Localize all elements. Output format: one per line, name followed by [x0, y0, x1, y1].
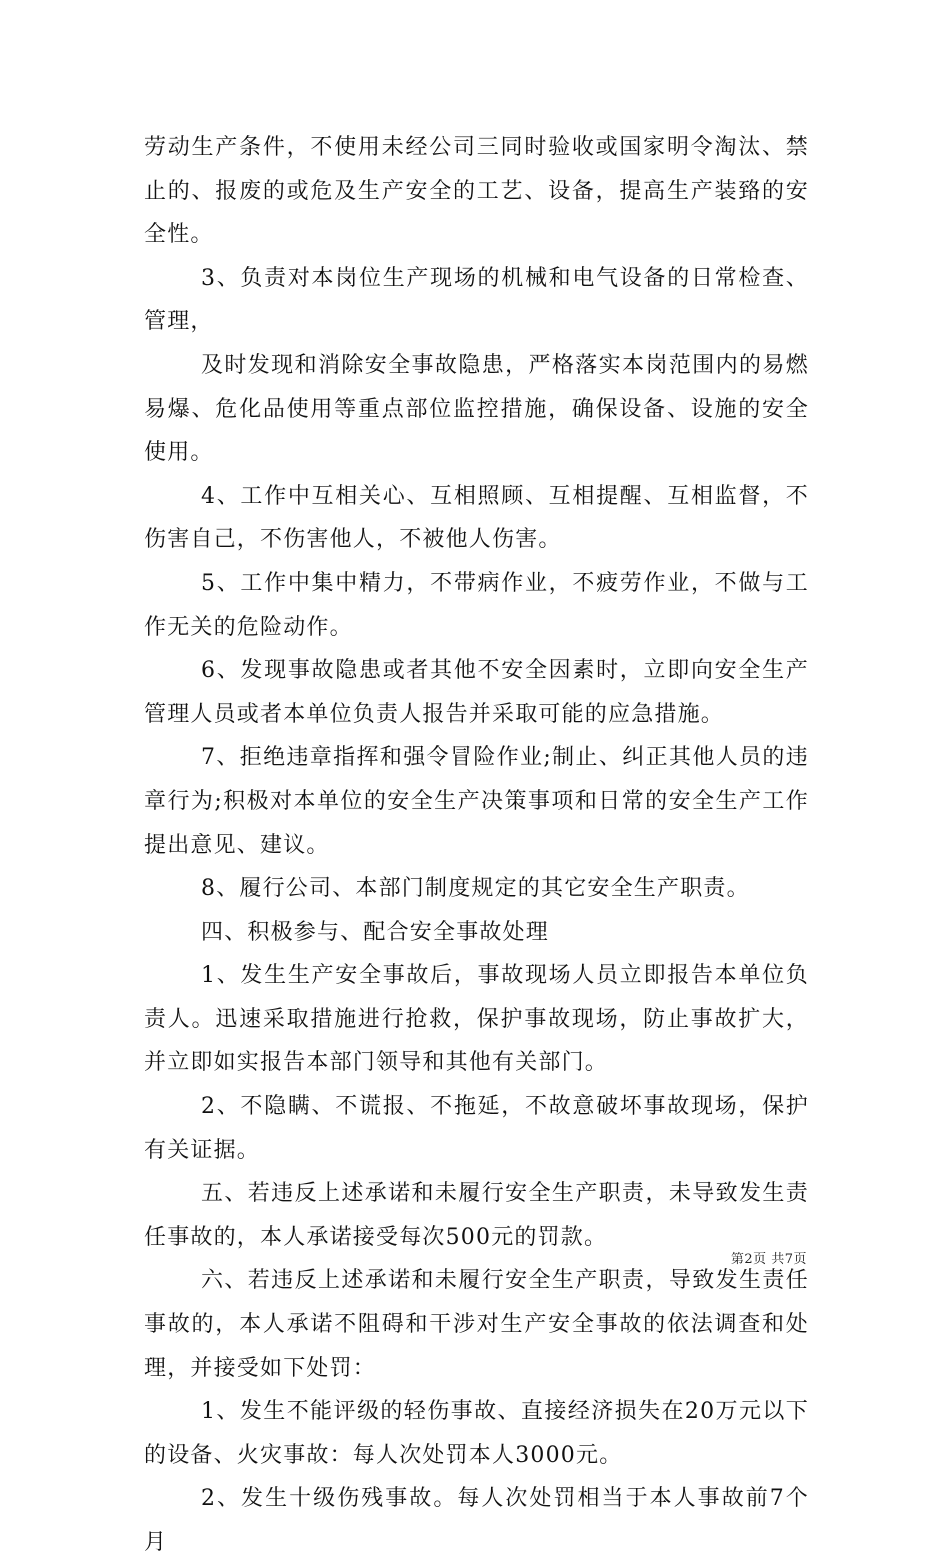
document-body — [144, 126, 809, 1565]
paragraph-section-4-item-2: 2、不隐瞒、不谎报、不拖延，不故意破坏事故现场，保护有关证据。 — [144, 1094, 809, 1163]
paragraph-item-8: 8、履行公司、本部门制度规定的其它安全生产职责。 — [201, 876, 750, 902]
section-5: 五、若违反上述承诺和未履行安全生产职责，未导致发生责任事故的，本人承诺接受每次500元的罚款。 — [144, 1181, 809, 1250]
paragraph-section-6-item-2: 2、发生十级伤残事故。每人次处罚相当于本人事故前7个月 — [144, 1486, 809, 1555]
paragraph-item-5: 5、工作中集中精力，不带病作业，不疲劳作业，不做与工作无关的危险动作。 — [144, 570, 809, 640]
paragraph-section-6-item-1: 1、发生不能评级的轻伤事故、直接经济损失在20万元以下的设备、火灾事故：每人次处罚本人3000元。 — [144, 1399, 809, 1468]
paragraph-item-6: 6、发现事故隐患或者其他不安全因素时，立即向安全生产管理人员或者本单位负责人报告并采取可能的应急措施。 — [144, 658, 809, 727]
section-6: 六、若违反上述承诺和未履行安全生产职责，导致发生责任事故的，本人承诺不阻碍和干涉对生产安全事故的依法调查和处理，并接受如下处罚： — [144, 1268, 809, 1381]
paragraph-item-7: 7、拒绝违章指挥和强令冒险作业;制止、纠正其他人员的违章行为;积极对本单位的安全生产决策事项和日常的安全生产工作提出意见、建议。 — [144, 745, 809, 858]
paragraph-continuation: 劳动生产条件，不使用未经公司三同时验收或国家明令淘汰、禁止的、报废的或危及生产安全的工艺、设备，提高生产装臵的安全性。 — [144, 135, 809, 248]
paragraph-item-3: 3、负责对本岗位生产现场的机械和电气设备的日常检查、管理， — [144, 265, 809, 335]
paragraph-item-4: 4、工作中互相关心、互相照顾、互相提醒、互相监督，不伤害自己，不伤害他人，不被他人伤害。 — [144, 483, 809, 553]
paragraph-section-4-item-1: 1、发生生产安全事故后，事故现场人员立即报告本单位负责人。迅速采取措施进行抢救，保护事故现场，防止事故扩大，并立即如实报告本部门领导和其他有关部门。 — [144, 963, 809, 1076]
page-number-footer: 第2页 共7页 — [730, 1252, 807, 1267]
section-heading-4: 四、积极参与、配合安全事故处理 — [201, 919, 550, 945]
paragraph-item-3-continued: 及时发现和消除安全事故隐患，严格落实本岗范围内的易燃易爆、危化品使用等重点部位监控措施，确保设备、设施的安全使用。 — [144, 352, 809, 466]
